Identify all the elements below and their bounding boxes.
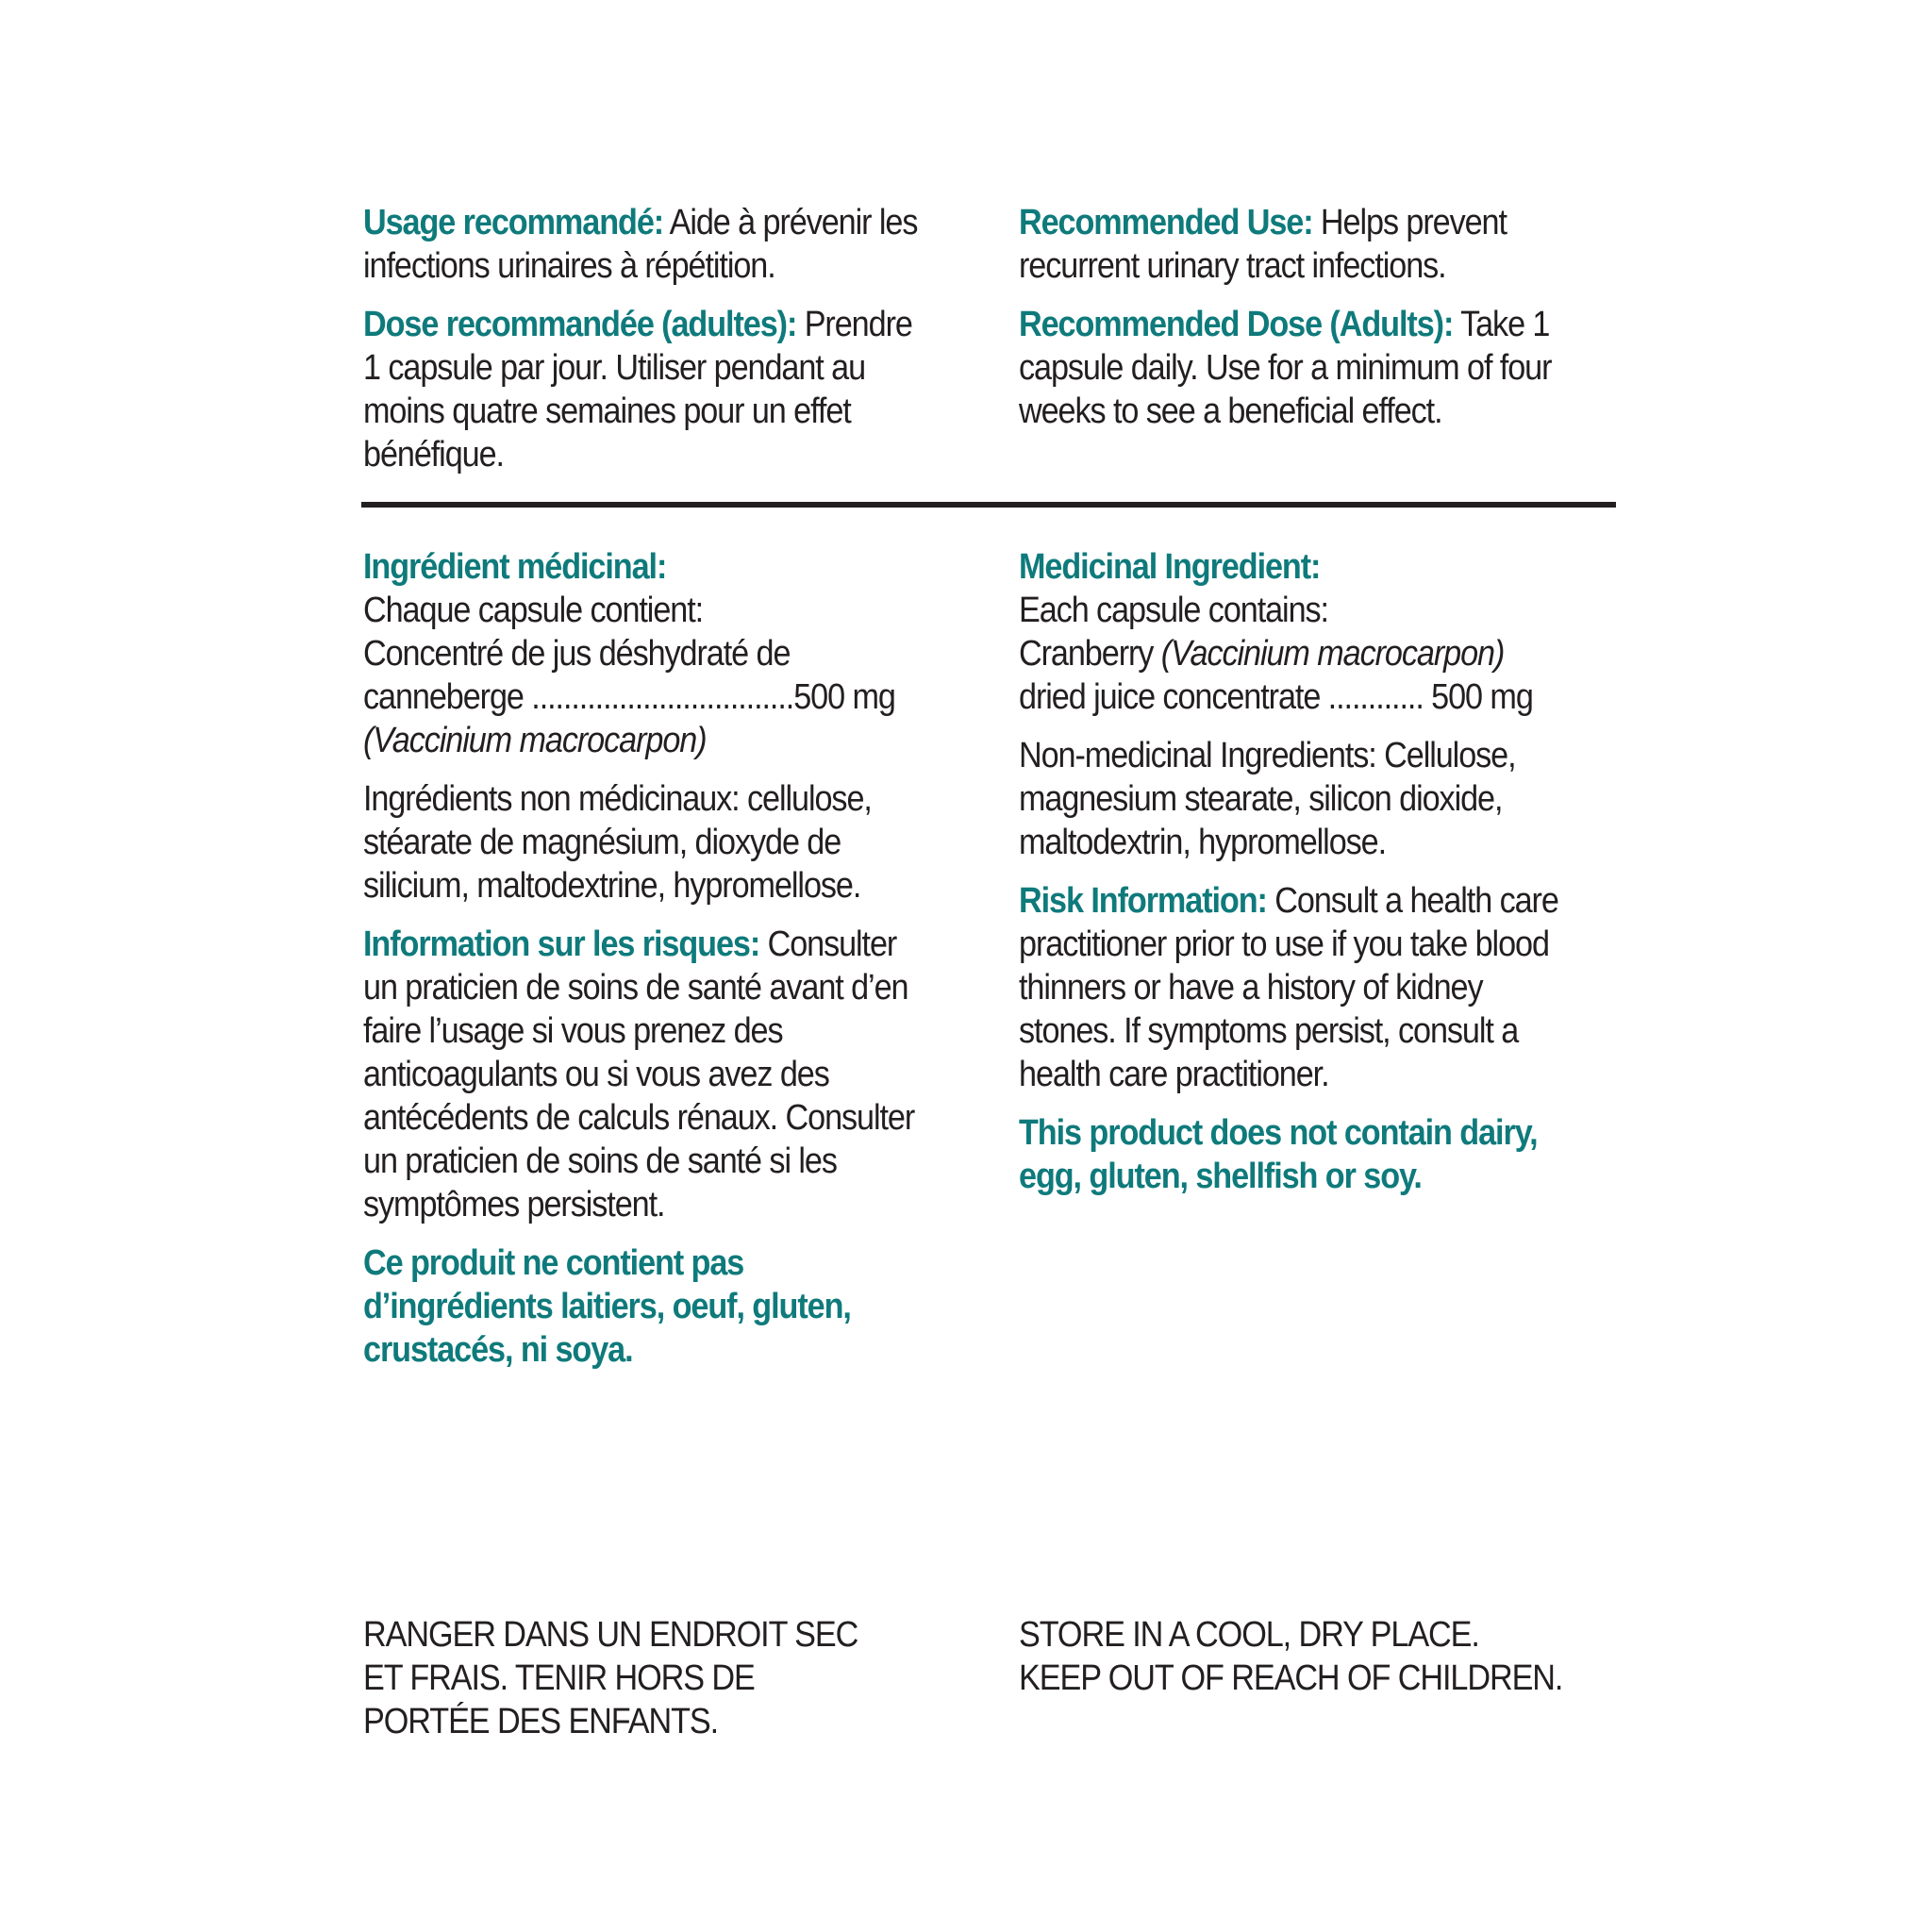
- fr-ingredient-line1: Chaque capsule contient:: [363, 591, 704, 630]
- fr-ingredient-amount: canneberge .................................500 mg: [363, 677, 895, 717]
- fr-risk-heading: Information sur les risques:: [363, 924, 760, 964]
- en-risk-text: Consult a health care practitioner prior to use if you take blood thinners or have a history of kidney stones. If symptoms persist, consult a health care practitioner.: [1019, 881, 1558, 1094]
- fr-storage-text: RANGER DANS UN ENDROIT SEC ET FRAIS. TENIR HORS DE PORTÉE DES ENFANTS.: [363, 1615, 858, 1741]
- en-ingredient-name: Cranberry: [1019, 634, 1161, 674]
- en-usage-text: Helps prevent recurrent urinary tract infections.: [1019, 203, 1507, 286]
- fr-usage-text: Aide à prévenir les infections urinaires à répétition.: [363, 203, 918, 286]
- en-risk-heading: Risk Information:: [1019, 881, 1267, 921]
- en-ingredient-heading: Medicinal Ingredient:: [1019, 547, 1321, 587]
- fr-allergen-statement: Ce produit ne contient pas d’ingrédients laitiers, oeuf, gluten, crustacés, ni soya.: [363, 1243, 851, 1370]
- en-dose-paragraph: [1019, 303, 1579, 433]
- fr-dose-heading: Dose recommandée (adultes):: [363, 305, 797, 344]
- fr-usage-paragraph: [363, 201, 924, 288]
- fr-dose-paragraph: [363, 303, 924, 476]
- en-allergen-statement: This product does not contain dairy, egg, gluten, shellfish or soy.: [1019, 1113, 1538, 1196]
- en-risk-paragraph: [1019, 879, 1579, 1096]
- en-ingredient-line2: [1019, 632, 1579, 675]
- fr-top-section: [363, 201, 924, 491]
- en-usage-heading: Recommended Use:: [1019, 203, 1313, 242]
- en-usage-paragraph: [1019, 201, 1579, 288]
- en-dose-heading: Recommended Dose (Adults):: [1019, 305, 1454, 344]
- en-ingredient-latin: (Vaccinium macrocarpon): [1160, 634, 1505, 674]
- en-storage-line2: KEEP OUT OF REACH OF CHILDREN.: [1019, 1658, 1563, 1698]
- fr-risk-text: Consulter un praticien de soins de santé avant d’en faire l’usage si vous prenez des anticoagulants ou si vous avez des antécédents de calculs rénaux. Consulter un praticien de soins de santé si les symptômes persistent.: [363, 924, 915, 1224]
- en-non-medicinal: Non-medicinal Ingredients: Cellulose, magnesium stearate, silicon dioxide, maltodextrin, hypromellose.: [1019, 736, 1516, 862]
- fr-medicinal-ingredient: [363, 545, 924, 762]
- fr-dose-text: Prendre 1 capsule par jour. Utiliser pendant au moins quatre semaines pour un effet bénéfique.: [363, 305, 912, 475]
- fr-storage-section: [363, 1613, 873, 1758]
- en-top-section: [1019, 201, 1579, 448]
- en-ingredient-line1: Each capsule contains:: [1019, 591, 1328, 630]
- section-divider: [361, 502, 1616, 508]
- fr-ingredient-latin: (Vaccinium macrocarpon): [363, 721, 707, 760]
- fr-risk-paragraph: [363, 923, 924, 1226]
- en-storage-section: [1019, 1613, 1579, 1700]
- en-dose-text: Take 1 capsule daily. Use for a minimum of four weeks to see a beneficial effect.: [1019, 305, 1552, 431]
- en-storage-line1: STORE IN A COOL, DRY PLACE.: [1019, 1615, 1479, 1655]
- fr-ingredients-section: [363, 545, 924, 1387]
- en-medicinal-ingredient: [1019, 545, 1579, 719]
- fr-non-medicinal: Ingrédients non médicinaux: cellulose, stéarate de magnésium, dioxyde de silicium, maltodextrine, hypromellose.: [363, 779, 872, 906]
- en-ingredient-amount: dried juice concentrate ............ 500 mg: [1019, 677, 1533, 717]
- en-ingredients-section: [1019, 545, 1579, 1213]
- fr-ingredient-heading: Ingrédient médicinal:: [363, 547, 667, 587]
- fr-ingredient-line2: Concentré de jus déshydraté de: [363, 634, 791, 674]
- fr-usage-heading: Usage recommandé:: [363, 203, 664, 242]
